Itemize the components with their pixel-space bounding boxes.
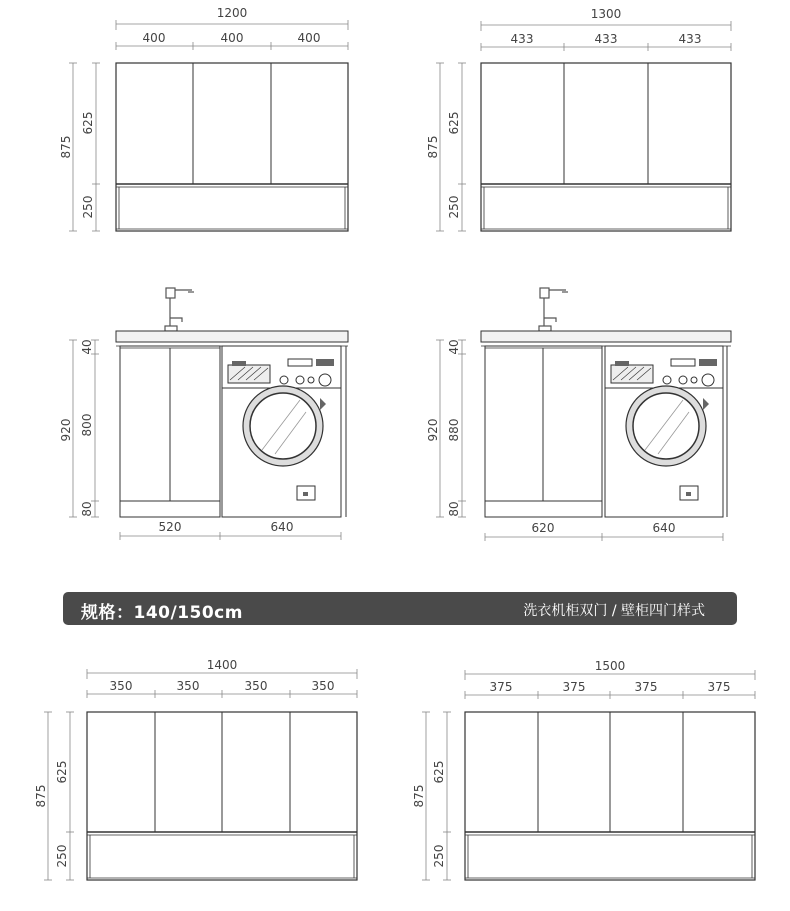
total-width-label: 1400 [206,658,238,672]
cabinet-width-label: 520 [158,520,182,534]
body-height-label: 800 [80,413,94,437]
cabinet-outline [481,63,731,231]
cabinet-width-label: 620 [531,521,555,535]
upper-height-label: 625 [432,760,446,784]
plinth-height-label: 80 [80,501,94,517]
base-cabinet-b [426,288,731,541]
door-width-label: 433 [678,32,702,46]
washing-machine-icon [605,346,723,517]
door-width-label: 433 [594,32,618,46]
lower-height-label: 250 [447,195,461,219]
plinth [485,501,602,517]
door-width-label: 350 [109,679,133,693]
total-height-label: 875 [426,135,440,159]
door-width-label: 375 [489,680,513,694]
washing-machine-icon [222,346,341,517]
lower-height-label: 250 [81,195,95,219]
wall-cabinet-1400 [34,658,357,880]
total-width-label: 1300 [590,7,622,21]
upper-height-label: 625 [447,111,461,135]
countertop [481,331,731,342]
washer-width-label: 640 [270,520,294,534]
lower-height-label: 250 [432,844,446,868]
wall-cabinet-1500 [412,659,755,880]
total-height-label: 875 [34,784,48,808]
total-width-label: 1200 [216,6,248,20]
door-width-label: 375 [707,680,731,694]
base-cabinet-a [59,288,348,540]
style-label: 洗衣机柜双门 / 壁柜四门样式 [523,603,705,619]
spec-banner [63,592,737,625]
top-thickness-label: 40 [80,339,94,355]
faucet-icon [539,288,568,331]
total-width-label: 1500 [594,659,626,673]
upper-height-label: 625 [55,760,69,784]
door-width-label: 400 [142,31,166,45]
countertop [116,331,348,342]
door-width-label: 350 [311,679,335,693]
total-height-label: 875 [412,784,426,808]
top-thickness-label: 40 [447,339,461,355]
plinth [120,501,220,517]
washer-width-label: 640 [652,521,676,535]
cabinet-outline [116,63,348,231]
total-height-label: 875 [59,135,73,159]
upper-height-label: 625 [81,111,95,135]
door-width-label: 375 [634,680,658,694]
wall-cabinet-1300 [426,7,731,231]
door-width-label: 400 [220,31,244,45]
door-width-label: 400 [297,31,321,45]
wall-cabinet-1200 [59,6,348,231]
plinth-height-label: 80 [447,501,461,517]
lower-height-label: 250 [55,844,69,868]
total-height-label: 920 [426,418,440,442]
spec-label: 规格：140/150cm [81,603,243,623]
door-width-label: 375 [562,680,586,694]
door-width-label: 350 [176,679,200,693]
faucet-icon [165,288,194,331]
body-height-label: 880 [447,418,461,442]
door-width-label: 350 [244,679,268,693]
door-width-label: 433 [510,32,534,46]
total-height-label: 920 [59,418,73,442]
